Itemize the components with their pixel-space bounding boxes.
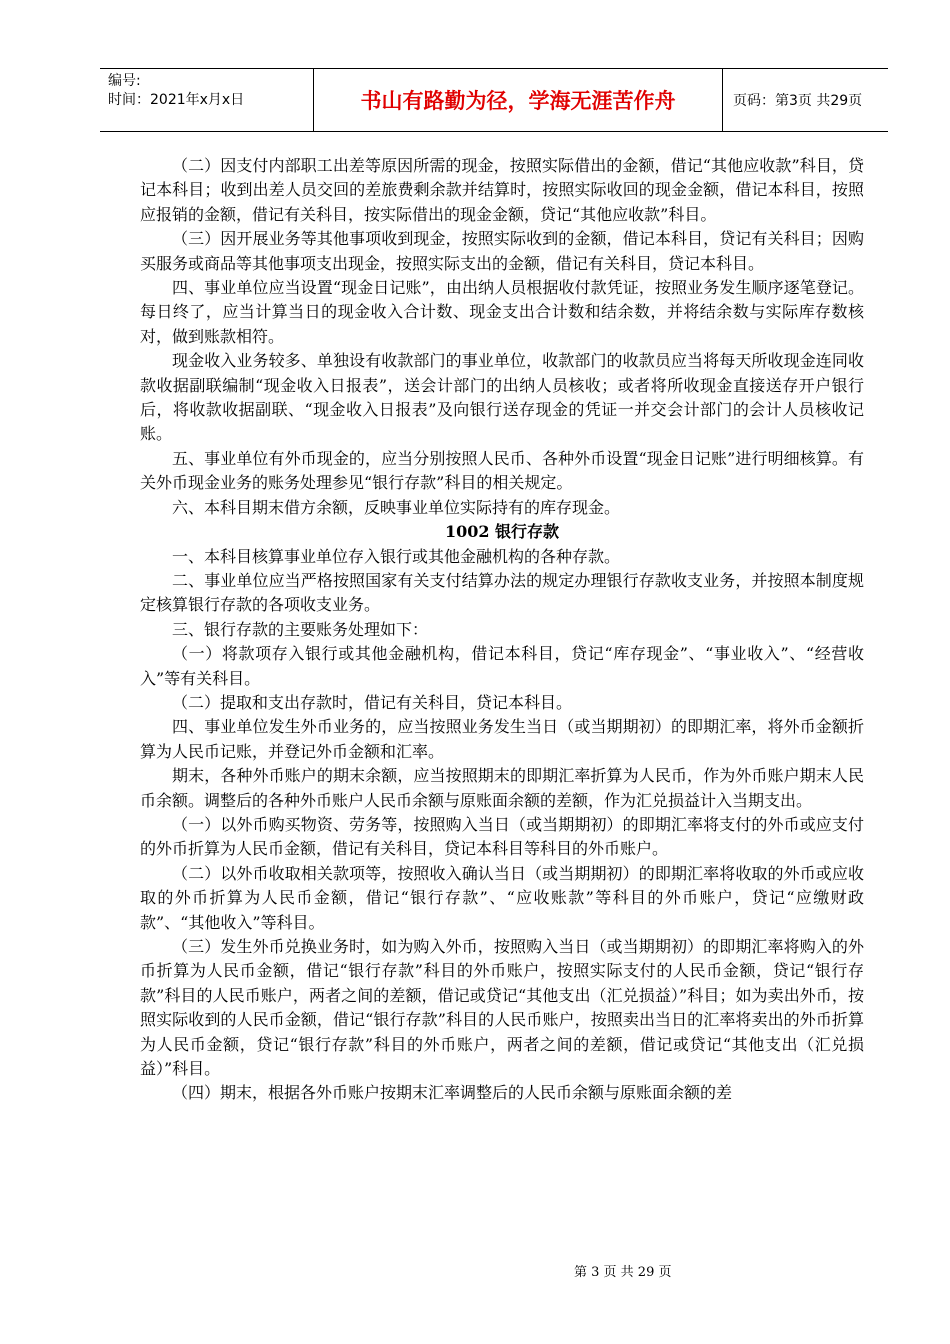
time-label: 时间：2021年x月x日 bbox=[108, 92, 245, 108]
header-motto: 书山有路勤为径，学海无涯苦作舟 bbox=[314, 69, 723, 131]
header-page-info: 页码：第3页 共29页 bbox=[733, 93, 863, 109]
section-heading: 1002 银行存款 bbox=[444, 522, 560, 542]
paragraph: （三）发生外币兑换业务时，如为购入外币，按照购入当日（或当期期初）的即期汇率将购入的外币折算为人民币金额，借记“银行存款”科目的外币账户，按照实际支付的人民币金额，贷记“银行存款”科目的人民币账户，两者之间的差额，借记或贷记“其他支出（汇兑损益）”科目；如为卖出外币，按照实际收到的人民币金额，借记“银行存款”科目的人民币账户，按照卖出当日的汇率将卖出的外币折算为人民币金额，贷记“银行存款”科目的外币账户，两者之间的差额，借记或贷记“其他支出（汇兑损益）”科目。 bbox=[140, 937, 864, 1079]
paragraph: 期末，各种外币账户的期末余额，应当按照期末的即期汇率折算为人民币，作为外币账户期末人民币余额。调整后的各种外币账户人民币余额与原账面余额的差额，作为汇兑损益计入当期支出。 bbox=[140, 766, 864, 810]
header-meta bbox=[100, 69, 314, 131]
document-body bbox=[140, 154, 864, 1106]
paragraph: （四）期末，根据各外币账户按期末汇率调整后的人民币余额与原账面余额的差 bbox=[172, 1083, 733, 1103]
paragraph: （二）因支付内部职工出差等原因所需的现金，按照实际借出的金额，借记“其他应收款”科目，贷记本科目；收到出差人员交回的差旅费剩余款并结算时，按照实际收回的现金金额，借记本科目，按照应报销的金额，借记有关科目，按实际借出的现金金额，贷记“其他应收款”科目。 bbox=[140, 156, 864, 224]
paragraph: （二）提取和支出存款时，借记有关科目，贷记本科目。 bbox=[172, 692, 573, 712]
paragraph: （一）将款项存入银行或其他金融机构，借记本科目，贷记“库存现金”、“事业收入”、“经营收入”等有关科目。 bbox=[140, 644, 864, 688]
paragraph: （三）因开展业务等其他事项收到现金，按照实际收到的金额，借记本科目，贷记有关科目；因购买服务或商品等其他事项支出现金，按照实际支出的金额，借记有关科目，贷记本科目。 bbox=[140, 229, 864, 273]
number-label: 编号: bbox=[108, 73, 141, 89]
paragraph: 四、事业单位发生外币业务的，应当按照业务发生当日（或当期期初）的即期汇率，将外币金额折算为人民币记账，并登记外币金额和汇率。 bbox=[140, 717, 864, 761]
paragraph: （一）以外币购买物资、劳务等，按照购入当日（或当期期初）的即期汇率将支付的外币或应支付的外币折算为人民币金额，借记有关科目，贷记本科目等科目的外币账户。 bbox=[140, 814, 864, 859]
paragraph: 五、事业单位有外币现金的，应当分别按照人民币、各种外币设置“现金日记账”进行明细核算。有关外币现金业务的账务处理参见“银行存款”科目的相关规定。 bbox=[140, 448, 864, 493]
paragraph: 现金收入业务较多、单独设有收款部门的事业单位，收款部门的收款员应当将每天所收现金连同收款收据副联编制“现金收入日报表”，送会计部门的出纳人员核收；或者将所收现金直接送存开户银行后，将收款收据副联、“现金收入日报表”及向银行送存现金的凭证一并交会计部门的会计人员核收记账。 bbox=[140, 351, 864, 444]
paragraph: （二）以外币收取相关款项等，按照收入确认当日（或当期期初）的即期汇率将收取的外币或应收取的外币折算为人民币金额，借记“银行存款”、“应收账款”等科目的外币账户，贷记“应缴财政款”、“其他收入”等科目。 bbox=[140, 863, 864, 932]
paragraph: 一、本科目核算事业单位存入银行或其他金融机构的各种存款。 bbox=[172, 546, 621, 566]
paragraph: 二、事业单位应当严格按照国家有关支付结算办法的规定办理银行存款收支业务，并按照本制度规定核算银行存款的各项收支业务。 bbox=[140, 570, 864, 615]
page-header bbox=[100, 68, 888, 132]
paragraph: 三、银行存款的主要账务处理如下： bbox=[172, 619, 429, 639]
paragraph: 四、事业单位应当设置“现金日记账”，由出纳人员根据收付款凭证，按照业务发生顺序逐笔登记。每日终了，应当计算当日的现金收入合计数、现金支出合计数和结余数，并将结余数与实际库存数核对，做到账款相符。 bbox=[140, 278, 864, 346]
page-footer: 第 3 页 共 29 页 bbox=[574, 1265, 672, 1280]
paragraph: 六、本科目期末借方余额，反映事业单位实际持有的库存现金。 bbox=[172, 497, 621, 517]
